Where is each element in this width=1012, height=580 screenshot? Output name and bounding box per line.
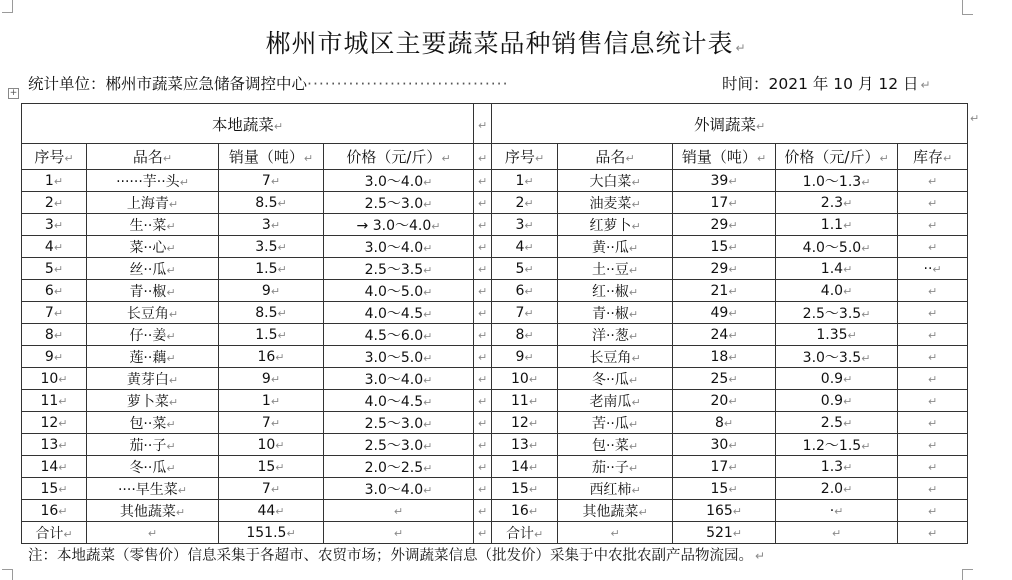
external-volume-cell: 49↵ (673, 302, 776, 324)
local-volume-cell: 7↵ (219, 170, 324, 192)
external-price-cell: 2.5↵ (776, 412, 898, 434)
local-price-cell: 3.0～5.0↵ (324, 346, 474, 368)
local-volume-cell: 9↵ (219, 280, 324, 302)
external-price-cell: 1.2～1.5↵ (776, 434, 898, 456)
external-name-cell: 土··豆↵ (558, 258, 673, 280)
footnote (28, 544, 765, 565)
local-volume-cell: 8.5↵ (219, 192, 324, 214)
local-name-cell: 青··椒↵ (87, 280, 219, 302)
local-volume-cell: 1.5↵ (219, 258, 324, 280)
local-price-cell: 3.0～4.0↵ (324, 368, 474, 390)
external-seq-cell: 13↵ (492, 434, 558, 456)
external-volume-cell: 24↵ (673, 324, 776, 346)
local-name-cell: 其他蔬菜↵ (87, 500, 219, 522)
external-stock-cell: ↵ (898, 302, 968, 324)
external-seq-cell: 14↵ (492, 456, 558, 478)
statistics-unit-line (28, 72, 509, 94)
spacer-cell: ↵ (474, 214, 492, 236)
local-volume-total: 151.5↵ (219, 522, 324, 544)
local-volume-cell: 9↵ (219, 368, 324, 390)
external-stock-cell: ↵ (898, 170, 968, 192)
local-seq-cell: 11↵ (22, 390, 87, 412)
external-name-cell: 老南瓜↵ (558, 390, 673, 412)
crop-mark-top-left (2, 0, 13, 13)
local-price-cell: 2.5～3.0↵ (324, 192, 474, 214)
external-price-cell: 1.1↵ (776, 214, 898, 236)
table-row (22, 192, 968, 214)
local-volume-cell: 16↵ (219, 346, 324, 368)
local-name-header: 品名↵ (87, 144, 219, 170)
external-name-cell: 苦··瓜↵ (558, 412, 673, 434)
local-volume-cell: 3↵ (219, 214, 324, 236)
spacer-cell: ↵ (474, 500, 492, 522)
external-name-cell: 红萝卜↵ (558, 214, 673, 236)
external-stock-cell: ↵ (898, 368, 968, 390)
external-seq-cell: 9↵ (492, 346, 558, 368)
external-stock-cell: ↵ (898, 280, 968, 302)
table-row (22, 478, 968, 500)
title-text: 郴州市城区主要蔬菜品种销售信息统计表 (265, 29, 734, 58)
table-row (22, 390, 968, 412)
table-row (22, 346, 968, 368)
external-seq-cell: 15↵ (492, 478, 558, 500)
table-row (22, 236, 968, 258)
crop-mark-top-right (962, 0, 973, 15)
local-seq-cell: 2↵ (22, 192, 87, 214)
local-price-cell: 4.0～5.0↵ (324, 280, 474, 302)
external-stock-cell: ↵ (898, 192, 968, 214)
external-seq-total: 合计↵ (492, 522, 558, 544)
external-volume-cell: 17↵ (673, 456, 776, 478)
paragraph-mark: ↵ (735, 41, 747, 55)
external-name-cell: 长豆角↵ (558, 346, 673, 368)
external-volume-cell: 39↵ (673, 170, 776, 192)
footnote-text: 注：本地蔬菜（零售价）信息采集于各超市、农贸市场；外调蔬菜信息（批发价）采集于中农批农副产品物流园。 (28, 548, 753, 564)
spacer-cell: ↵ (474, 258, 492, 280)
external-volume-header: 销量（吨）↵ (673, 144, 776, 170)
spacer-cell: ↵ (474, 144, 492, 170)
local-price-cell: 2.5～3.0↵ (324, 412, 474, 434)
external-volume-cell: 21↵ (673, 280, 776, 302)
external-name-cell: 黄··瓜↵ (558, 236, 673, 258)
external-group-header: 外调蔬菜↵ (492, 104, 968, 144)
local-name-cell: 包··菜↵ (87, 412, 219, 434)
table-row (22, 280, 968, 302)
local-seq-cell: 1↵ (22, 170, 87, 192)
local-name-cell: ····早生菜↵ (87, 478, 219, 500)
local-name-total: ↵ (87, 522, 219, 544)
spacer-cell: ↵ (474, 104, 492, 144)
external-name-header: 品名↵ (558, 144, 673, 170)
external-seq-cell: 4↵ (492, 236, 558, 258)
local-volume-cell: 10↵ (219, 434, 324, 456)
table-row (22, 500, 968, 522)
local-seq-cell: 16↵ (22, 500, 87, 522)
local-seq-cell: 10↵ (22, 368, 87, 390)
spacer-cell: ↵ (474, 346, 492, 368)
local-name-cell: ······芋··头↵ (87, 170, 219, 192)
local-seq-cell: 3↵ (22, 214, 87, 236)
local-seq-cell: 6↵ (22, 280, 87, 302)
external-volume-total: 521↵ (673, 522, 776, 544)
external-name-cell: 西红柿↵ (558, 478, 673, 500)
local-volume-cell: 8.5↵ (219, 302, 324, 324)
local-seq-total: 合计↵ (22, 522, 87, 544)
local-name-cell: 萝卜菜↵ (87, 390, 219, 412)
local-volume-cell: 7↵ (219, 478, 324, 500)
local-name-cell: 茄··子↵ (87, 434, 219, 456)
external-name-cell: 冬··瓜↵ (558, 368, 673, 390)
spacer-cell: ↵ (474, 324, 492, 346)
external-seq-cell: 16↵ (492, 500, 558, 522)
local-price-cell: 4.5～6.0↵ (324, 324, 474, 346)
local-price-cell: 3.0～4.0↵ (324, 236, 474, 258)
external-price-cell: 1.4↵ (776, 258, 898, 280)
total-row (22, 522, 968, 544)
external-stock-cell: ↵ (898, 434, 968, 456)
paragraph-mark: ↵ (755, 549, 766, 563)
external-stock-cell: ↵ (898, 324, 968, 346)
external-seq-cell: 1↵ (492, 170, 558, 192)
external-price-cell: 0.9↵ (776, 390, 898, 412)
spacer-cell: ↵ (474, 522, 492, 544)
table-row (22, 170, 968, 192)
local-price-header: 价格（元/斤）↵ (324, 144, 474, 170)
external-volume-cell: 25↵ (673, 368, 776, 390)
local-price-cell: 4.0～4.5↵ (324, 302, 474, 324)
external-name-cell: 红··椒↵ (558, 280, 673, 302)
external-seq-cell: 12↵ (492, 412, 558, 434)
external-seq-cell: 5↵ (492, 258, 558, 280)
local-volume-cell: 1↵ (219, 390, 324, 412)
external-name-total: ↵ (558, 522, 673, 544)
local-price-cell: ↵ (324, 500, 474, 522)
external-stock-cell: ↵ (898, 478, 968, 500)
external-volume-cell: 15↵ (673, 236, 776, 258)
leader-dots: ·································· (307, 75, 509, 93)
external-seq-cell: 11↵ (492, 390, 558, 412)
spacer-cell: ↵ (474, 192, 492, 214)
external-stock-cell: ↵ (898, 390, 968, 412)
external-volume-cell: 30↵ (673, 434, 776, 456)
spacer-cell: ↵ (474, 236, 492, 258)
external-price-cell: 1.0～1.3↵ (776, 170, 898, 192)
external-price-cell: 4.0～5.0↵ (776, 236, 898, 258)
local-price-cell: 3.0～4.0↵ (324, 170, 474, 192)
external-stock-cell: ↵ (898, 236, 968, 258)
spacer-cell: ↵ (474, 456, 492, 478)
local-volume-cell: 1.5↵ (219, 324, 324, 346)
local-seq-cell: 14↵ (22, 456, 87, 478)
local-group-header: 本地蔬菜↵ (22, 104, 474, 144)
paragraph-mark: ↵ (920, 78, 931, 92)
local-seq-header: 序号↵ (22, 144, 87, 170)
external-seq-cell: 7↵ (492, 302, 558, 324)
local-name-cell: 仔··姜↵ (87, 324, 219, 346)
external-volume-cell: 29↵ (673, 214, 776, 236)
local-seq-cell: 13↵ (22, 434, 87, 456)
table-row (22, 456, 968, 478)
spacer-cell: ↵ (474, 390, 492, 412)
external-price-cell: 4.0↵ (776, 280, 898, 302)
external-name-cell: 油麦菜↵ (558, 192, 673, 214)
external-price-cell: ·↵ (776, 500, 898, 522)
external-name-cell: 洋··葱↵ (558, 324, 673, 346)
spacer-cell: ↵ (474, 280, 492, 302)
local-name-cell: 长豆角↵ (87, 302, 219, 324)
external-price-total: ↵ (776, 522, 898, 544)
external-name-cell: 茄··子↵ (558, 456, 673, 478)
external-volume-cell: 17↵ (673, 192, 776, 214)
local-name-cell: 莲··藕↵ (87, 346, 219, 368)
statistics-unit-label: 统计单位：郴州市蔬菜应急储备调控中心 (28, 75, 308, 93)
column-header-row (22, 144, 968, 170)
local-name-cell: 黄芽白↵ (87, 368, 219, 390)
external-seq-cell: 10↵ (492, 368, 558, 390)
local-seq-cell: 4↵ (22, 236, 87, 258)
local-name-cell: 生··菜↵ (87, 214, 219, 236)
row-end-mark: ↵ (970, 112, 980, 125)
external-price-cell: 2.5～3.5↵ (776, 302, 898, 324)
group-header-row (22, 104, 968, 144)
external-seq-cell: 2↵ (492, 192, 558, 214)
external-name-cell: 大白菜↵ (558, 170, 673, 192)
table-move-handle-icon[interactable]: + (9, 88, 18, 98)
external-price-cell: 2.3↵ (776, 192, 898, 214)
local-name-cell: 丝··瓜↵ (87, 258, 219, 280)
external-stock-total: ↵ (898, 522, 968, 544)
external-volume-cell: 8↵ (673, 412, 776, 434)
external-price-cell: 1.3↵ (776, 456, 898, 478)
local-name-cell: 菜··心↵ (87, 236, 219, 258)
table-row (22, 302, 968, 324)
external-price-cell: 2.0↵ (776, 478, 898, 500)
local-seq-cell: 15↵ (22, 478, 87, 500)
table-row (22, 258, 968, 280)
external-volume-cell: 29↵ (673, 258, 776, 280)
local-seq-cell: 8↵ (22, 324, 87, 346)
external-volume-cell: 15↵ (673, 478, 776, 500)
external-stock-cell: ··↵ (898, 258, 968, 280)
local-seq-cell: 9↵ (22, 346, 87, 368)
crop-mark-bottom-right (962, 569, 973, 580)
local-volume-cell: 7↵ (219, 412, 324, 434)
external-seq-header: 序号↵ (492, 144, 558, 170)
document-title (0, 24, 1012, 60)
spacer-cell: ↵ (474, 412, 492, 434)
local-volume-cell: 44↵ (219, 500, 324, 522)
local-price-cell: → 3.0～4.0↵ (324, 214, 474, 236)
external-seq-cell: 3↵ (492, 214, 558, 236)
spacer-cell: ↵ (474, 478, 492, 500)
spacer-cell: ↵ (474, 368, 492, 390)
spacer-cell: ↵ (474, 170, 492, 192)
external-volume-cell: 165↵ (673, 500, 776, 522)
vegetable-sales-table (21, 103, 968, 544)
date-text: 时间：2021 年 10 月 12 日 (722, 75, 919, 93)
spacer-cell: ↵ (474, 302, 492, 324)
local-seq-cell: 12↵ (22, 412, 87, 434)
local-price-cell: 3.0～4.0↵ (324, 478, 474, 500)
table-row (22, 434, 968, 456)
external-stock-cell: ↵ (898, 346, 968, 368)
table-row (22, 368, 968, 390)
external-volume-cell: 20↵ (673, 390, 776, 412)
crop-mark-bottom-left (2, 569, 13, 580)
external-stock-header: 库存↵ (898, 144, 968, 170)
external-stock-cell: ↵ (898, 412, 968, 434)
table-row (22, 324, 968, 346)
local-price-cell: 2.5～3.5↵ (324, 258, 474, 280)
local-price-total: ↵ (324, 522, 474, 544)
external-stock-cell: ↵ (898, 214, 968, 236)
external-name-cell: 包··菜↵ (558, 434, 673, 456)
external-price-header: 价格（元/斤）↵ (776, 144, 898, 170)
external-name-cell: 青··椒↵ (558, 302, 673, 324)
external-seq-cell: 6↵ (492, 280, 558, 302)
local-volume-header: 销量（吨）↵ (219, 144, 324, 170)
external-stock-cell: ↵ (898, 456, 968, 478)
local-name-cell: 冬··瓜↵ (87, 456, 219, 478)
local-seq-cell: 7↵ (22, 302, 87, 324)
external-price-cell: 3.0～3.5↵ (776, 346, 898, 368)
table-row (22, 412, 968, 434)
external-volume-cell: 18↵ (673, 346, 776, 368)
local-volume-cell: 15↵ (219, 456, 324, 478)
local-price-cell: 2.5～3.0↵ (324, 434, 474, 456)
table-row (22, 214, 968, 236)
external-seq-cell: 8↵ (492, 324, 558, 346)
external-price-cell: 0.9↵ (776, 368, 898, 390)
local-name-cell: 上海青↵ (87, 192, 219, 214)
local-price-cell: 4.0～4.5↵ (324, 390, 474, 412)
external-price-cell: 1.35↵ (776, 324, 898, 346)
local-volume-cell: 3.5↵ (219, 236, 324, 258)
external-stock-cell: ↵ (898, 500, 968, 522)
external-name-cell: 其他蔬菜↵ (558, 500, 673, 522)
local-price-cell: 2.0～2.5↵ (324, 456, 474, 478)
spacer-cell: ↵ (474, 434, 492, 456)
local-seq-cell: 5↵ (22, 258, 87, 280)
date-line (722, 72, 931, 94)
